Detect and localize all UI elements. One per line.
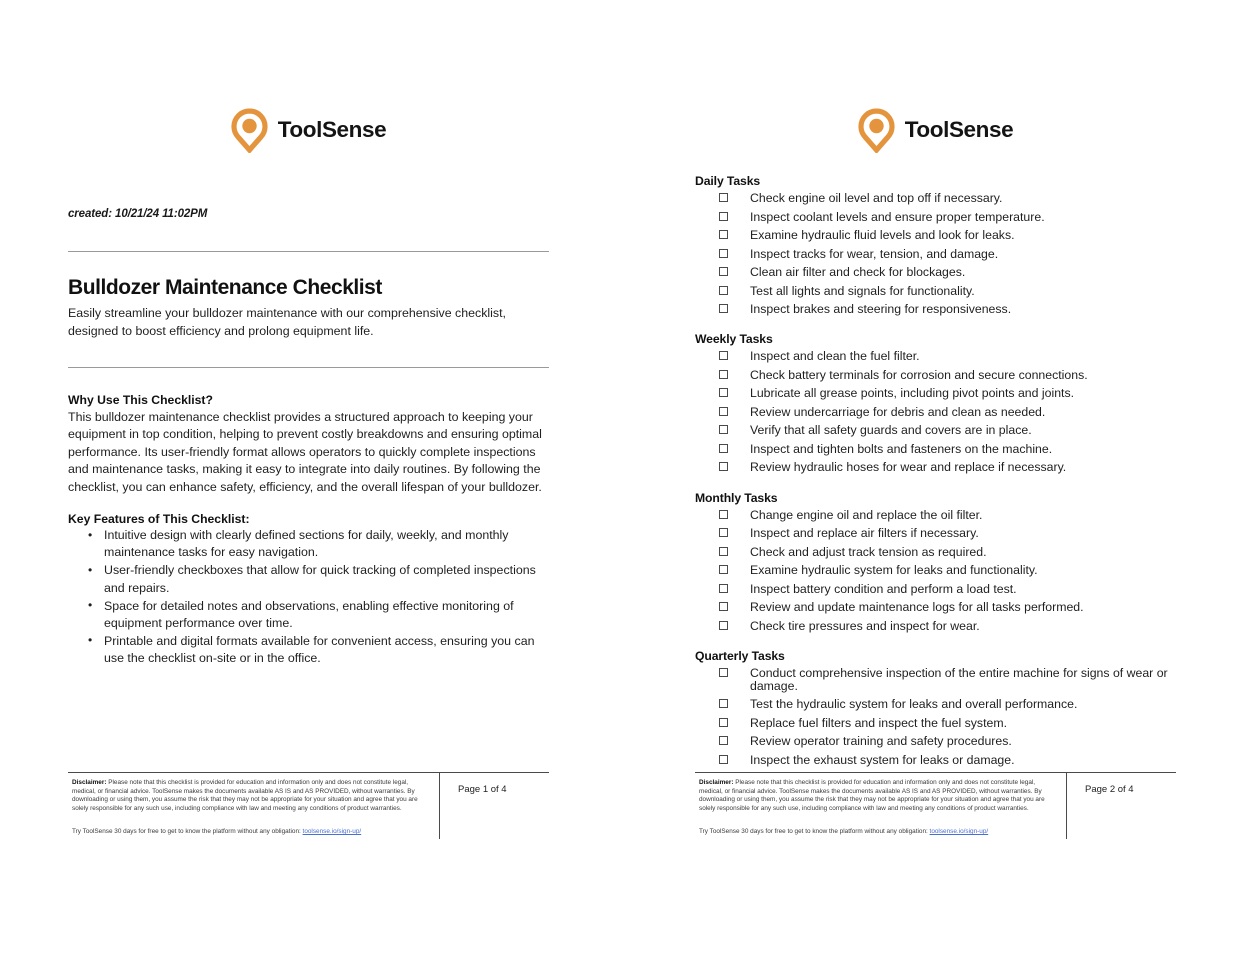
task-row[interactable] <box>695 564 1184 576</box>
brand-name: ToolSense <box>277 117 387 143</box>
footer-signup-link[interactable]: toolsense.io/sign-up/ <box>929 828 989 836</box>
checkbox-icon[interactable] <box>719 444 728 453</box>
task-label: Review hydraulic hoses for wear and replace if necessary. <box>750 460 1067 475</box>
task-row[interactable] <box>695 369 1184 381</box>
task-label: Inspect coolant levels and ensure proper temperature. <box>750 209 1045 224</box>
page-2-footer <box>695 772 1176 839</box>
page-subtitle: Easily streamline your bulldozer maintenance with our comprehensive checklist, designed to boost efficiency and prolong equipment life. <box>68 306 507 338</box>
footer-disclaimer-block <box>695 773 1066 839</box>
task-row[interactable] <box>695 285 1184 297</box>
location-pin-icon <box>231 108 268 153</box>
task-row[interactable] <box>695 443 1184 455</box>
task-label: Inspect and tighten bolts and fasteners on the machine. <box>750 441 1053 456</box>
task-row[interactable] <box>695 387 1184 399</box>
task-label: Inspect the exhaust system for leaks or damage. <box>750 752 1015 767</box>
task-label: Lubricate all grease points, including pivot points and joints. <box>750 386 1075 401</box>
brand-name: ToolSense <box>904 117 1014 143</box>
footer-trial-label: Try ToolSense 30 days for free to get to know the platform without any obligation: <box>699 828 930 836</box>
checkbox-icon[interactable] <box>719 267 728 276</box>
task-label: Review operator training and safety procedures. <box>750 734 1012 749</box>
task-row[interactable] <box>695 192 1184 204</box>
task-label: Conduct comprehensive inspection of the entire machine for signs of wear or damage. <box>750 666 1168 693</box>
checkbox-icon[interactable] <box>719 193 728 202</box>
task-label: Inspect and clean the fuel filter. <box>750 349 920 364</box>
checkbox-icon[interactable] <box>719 699 728 708</box>
task-group-title: Monthly Tasks <box>695 490 778 505</box>
task-row[interactable] <box>695 229 1184 241</box>
checkbox-icon[interactable] <box>719 718 728 727</box>
task-label: Review undercarriage for debris and clean as needed. <box>750 404 1046 419</box>
task-label: Examine hydraulic system for leaks and functionality. <box>750 563 1038 578</box>
checkbox-icon[interactable] <box>719 212 728 221</box>
task-row[interactable] <box>695 303 1184 315</box>
page-number: Page 1 of 4 <box>458 784 507 795</box>
task-label: Change engine oil and replace the oil filter. <box>750 507 983 522</box>
footer-disclaimer-body: Please note that this checklist is provided for education and information only and does not constitute legal, medical, or financial advice. ToolSense makes the documents available AS IS and AS PROVIDED, without warranties. By downloading or using them, you assume the risk that they may not be appropriate for your situation and agree that you are solely responsible for any such use, including compliance with law and meeting any conditions of product warranties. <box>72 779 418 812</box>
footer-trial-text <box>72 828 429 837</box>
page-number: Page 2 of 4 <box>1085 784 1134 795</box>
task-label: Inspect and replace air filters if necessary. <box>750 526 979 541</box>
checkbox-icon[interactable] <box>719 304 728 313</box>
checkbox-icon[interactable] <box>719 547 728 556</box>
why-use-body: This bulldozer maintenance checklist provides a structured approach to keeping your equipment in top condition, helping to prevent costly breakdowns and ensuring optimal performance. Its user-friendly format allows operators to quickly complete inspections and maintenance tasks, making it easy to integrate into daily routines. By following the checklist, you can enhance safety, efficiency, and the overall lifespan of your bulldozer. <box>68 410 542 494</box>
footer-disclaimer-label: Disclaimer: <box>699 779 734 786</box>
task-row[interactable] <box>695 461 1184 473</box>
task-label: Inspect brakes and steering for responsiveness. <box>750 302 1012 316</box>
task-label: Clean air filter and check for blockages. <box>750 265 966 279</box>
why-use-heading: Why Use This Checklist? <box>68 393 213 407</box>
task-row[interactable] <box>695 667 1184 692</box>
checkbox-icon[interactable] <box>719 510 728 519</box>
page-1-header <box>68 108 549 153</box>
checkbox-icon[interactable] <box>719 528 728 537</box>
task-row[interactable] <box>695 509 1184 521</box>
footer-signup-link[interactable]: toolsense.io/sign-up/ <box>302 828 362 836</box>
footer-disclaimer-body: Please note that this checklist is provided for education and information only and does not constitute legal, medical, or financial advice. ToolSense makes the documents available AS IS and AS PROVIDED, without warranties. By downloading or using them, you assume the risk that they may not be appropriate for your situation and agree that you are solely responsible for any such use, including compliance with law and meeting any conditions of product warranties. <box>699 779 1045 812</box>
task-label: Inspect tracks for wear, tension, and damage. <box>750 246 999 261</box>
checkbox-icon[interactable] <box>719 351 728 360</box>
task-checklist <box>695 174 1184 766</box>
checkbox-icon[interactable] <box>719 668 728 677</box>
task-row[interactable] <box>695 717 1184 729</box>
task-row[interactable] <box>695 248 1184 260</box>
page-1-footer <box>68 772 549 839</box>
divider-top <box>68 251 549 252</box>
task-row[interactable] <box>695 735 1184 747</box>
task-row[interactable] <box>695 601 1184 613</box>
task-label: Inspect battery condition and perform a load test. <box>750 581 1017 596</box>
task-row[interactable] <box>695 211 1184 223</box>
document-page-2 <box>627 0 1254 968</box>
task-row[interactable] <box>695 424 1184 436</box>
checkbox-icon[interactable] <box>719 621 728 630</box>
task-row[interactable] <box>695 350 1184 362</box>
location-pin-icon <box>858 108 895 153</box>
task-label: Check engine oil level and top off if necessary. <box>750 191 1003 205</box>
task-group <box>695 649 1184 766</box>
divider-middle <box>68 367 549 368</box>
task-group-title: Quarterly Tasks <box>695 649 785 664</box>
task-row[interactable] <box>695 620 1184 632</box>
task-label: Verify that all safety guards and covers are in place. <box>750 423 1032 438</box>
footer-disclaimer-label: Disclaimer: <box>72 779 107 786</box>
task-label: Review and update maintenance logs for all tasks performed. <box>750 600 1084 615</box>
checkbox-icon[interactable] <box>719 602 728 611</box>
footer-page-number-block <box>1066 773 1176 839</box>
task-label: Check battery terminals for corrosion and secure connections. <box>750 367 1088 382</box>
list-item: • Printable and digital formats available for convenient access, ensuring you can use the checklist on-site or in the office. <box>104 633 545 668</box>
task-row[interactable] <box>695 266 1184 278</box>
task-row[interactable] <box>695 698 1184 710</box>
key-features-list <box>68 527 545 668</box>
checkbox-icon[interactable] <box>719 249 728 258</box>
footer-disclaimer-text <box>699 779 1056 813</box>
task-row[interactable] <box>695 546 1184 558</box>
checkbox-icon[interactable] <box>719 286 728 295</box>
task-group <box>695 332 1184 473</box>
task-label: Examine hydraulic fluid levels and look for leaks. <box>750 228 1015 242</box>
checkbox-icon[interactable] <box>719 462 728 471</box>
footer-disclaimer-block <box>68 773 439 839</box>
task-row[interactable] <box>695 527 1184 539</box>
checkbox-icon[interactable] <box>719 584 728 593</box>
page-2-header <box>695 108 1176 153</box>
list-item: • Space for detailed notes and observations, enabling effective monitoring of equipment performance over time. <box>104 598 545 633</box>
checkbox-icon[interactable] <box>719 425 728 434</box>
task-group-title: Weekly Tasks <box>695 332 773 347</box>
list-item: • User-friendly checkboxes that allow for quick tracking of completed inspections and repairs. <box>104 562 545 597</box>
task-row[interactable] <box>695 583 1184 595</box>
created-timestamp: created: 10/21/24 11:02PM <box>68 208 208 220</box>
task-label: Check tire pressures and inspect for wear. <box>750 618 980 633</box>
task-label: Test the hydraulic system for leaks and overall performance. <box>750 697 1078 712</box>
task-label: Test all lights and signals for functionality. <box>750 283 975 298</box>
checkbox-icon[interactable] <box>719 736 728 745</box>
checkbox-icon[interactable] <box>719 407 728 416</box>
list-item: • Intuitive design with clearly defined sections for daily, weekly, and monthly maintenance tasks for easy navigation. <box>104 527 545 562</box>
task-group-title: Daily Tasks <box>695 174 761 188</box>
footer-page-number-block <box>439 773 549 839</box>
footer-trial-label: Try ToolSense 30 days for free to get to know the platform without any obligation: <box>72 828 303 836</box>
page-title: Bulldozer Maintenance Checklist <box>68 276 382 299</box>
footer-trial-text <box>699 828 1056 837</box>
key-features-heading: Key Features of This Checklist: <box>68 512 250 526</box>
checkbox-icon[interactable] <box>719 755 728 764</box>
checkbox-icon[interactable] <box>719 565 728 574</box>
checkbox-icon[interactable] <box>719 388 728 397</box>
task-group <box>695 174 1184 315</box>
task-label: Replace fuel filters and inspect the fuel system. <box>750 715 1007 730</box>
checkbox-icon[interactable] <box>719 370 728 379</box>
task-group <box>695 491 1184 632</box>
task-row[interactable] <box>695 754 1184 766</box>
checkbox-icon[interactable] <box>719 230 728 239</box>
task-label: Check and adjust track tension as required. <box>750 544 987 559</box>
task-row[interactable] <box>695 406 1184 418</box>
footer-disclaimer-text <box>72 779 429 813</box>
